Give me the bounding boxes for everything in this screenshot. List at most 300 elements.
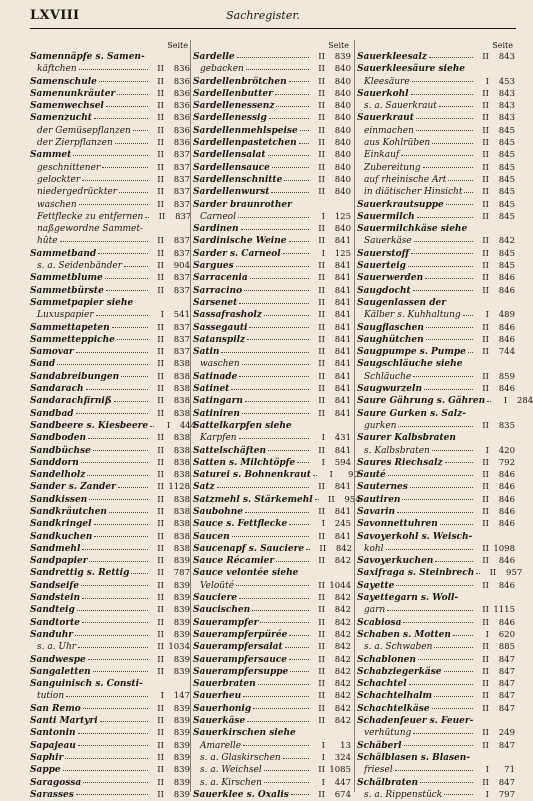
index-entry: [30, 629, 190, 641]
entry-term: Schachtel: [357, 679, 407, 690]
entry-volume: II: [157, 150, 164, 161]
entry-page: 846: [498, 506, 515, 517]
entry-volume: I: [485, 789, 489, 800]
index-entry: [30, 678, 190, 690]
leader-dots: [439, 106, 473, 107]
entry-page: 842: [334, 629, 351, 640]
index-entry: [30, 272, 190, 284]
index-entry: [357, 777, 515, 789]
entry-volume: II: [318, 359, 325, 370]
entry-volume: II: [318, 716, 325, 727]
index-entry: [193, 408, 351, 420]
entry-volume: I: [485, 76, 489, 87]
index-entry: [357, 346, 515, 358]
entry-volume: II: [157, 593, 164, 604]
entry-page: 839: [173, 580, 190, 591]
entry-term: Veloüté: [200, 580, 235, 591]
index-entry: [30, 346, 190, 358]
entry-term: Saugenlassen der: [357, 297, 446, 308]
entry-term: Saxifraga s. Steinbrech: [357, 568, 475, 579]
entry-volume: II: [157, 396, 164, 407]
entry-page: 489: [498, 310, 515, 321]
page-title: Sachregister.: [226, 9, 300, 22]
index-entry: [357, 371, 515, 383]
entry-term: Schabziegerkäse: [357, 666, 442, 677]
entry-volume: II: [482, 113, 489, 124]
index-entry: [193, 555, 351, 567]
index-entry: [193, 112, 351, 124]
index-entry: [30, 457, 190, 469]
leader-dots: [306, 549, 310, 550]
entry-term: Sarsenet: [193, 297, 238, 308]
entry-page: 842: [334, 556, 351, 567]
entry-term: Schäberl: [357, 740, 402, 751]
index-entry: [357, 617, 515, 629]
entry-volume: II: [318, 52, 325, 62]
index-entry: [193, 740, 351, 752]
leader-dots: [94, 536, 148, 537]
index-entry: [193, 469, 359, 481]
leader-dots: [397, 512, 473, 513]
entry-volume: II: [318, 691, 325, 702]
leader-dots: [264, 315, 309, 316]
entry-volume: II: [157, 359, 164, 370]
index-entry: [30, 334, 190, 346]
index-entry: [193, 506, 351, 518]
entry-term: Sattelkarpfen siehe: [193, 420, 292, 431]
entry-volume: II: [157, 187, 164, 198]
entry-volume: I: [321, 211, 325, 222]
entry-term: Sardellensauce: [193, 162, 270, 173]
entry-term: s. a. Schwaben: [364, 642, 433, 653]
entry-page: 842: [334, 617, 351, 628]
entry-term: Sandelholz: [30, 470, 86, 481]
entry-volume: II: [157, 506, 164, 517]
index-entry: [30, 260, 190, 272]
entry-page: 842: [498, 236, 515, 247]
leader-dots: [403, 622, 473, 623]
index-entry: [357, 445, 515, 457]
entry-page: 840: [334, 224, 351, 235]
entry-term: Saugflaschen: [357, 322, 424, 333]
entry-page: 837: [173, 150, 190, 161]
leader-dots: [299, 143, 309, 144]
entry-page: 839: [173, 728, 190, 739]
leader-dots: [420, 782, 473, 783]
entry-page: 1085: [329, 765, 351, 776]
index-entry: [357, 149, 515, 161]
index-entry: [30, 445, 190, 457]
entry-page: 839: [173, 789, 190, 800]
entry-term: gurken: [364, 420, 397, 431]
index-entry: [357, 580, 515, 592]
entry-volume: II: [157, 445, 164, 456]
entry-page: 841: [334, 285, 351, 296]
entry-page: 284: [516, 396, 533, 407]
entry-page: 837: [173, 199, 190, 210]
entry-volume: II: [157, 334, 164, 345]
leader-dots: [88, 659, 148, 660]
entry-term: Scabiosa: [357, 617, 402, 628]
entry-page: 125: [334, 248, 351, 259]
index-column-1: [30, 40, 197, 800]
entry-volume: II: [157, 728, 164, 739]
entry-page: 837: [173, 322, 190, 333]
entry-volume: II: [318, 187, 325, 198]
leader-dots: [86, 389, 148, 390]
index-entry: [30, 408, 190, 420]
index-entry: [357, 272, 515, 284]
index-entry: [357, 469, 515, 481]
entry-term: Savoyerkohl s. Weisch-: [357, 531, 473, 542]
index-entry: [30, 162, 190, 174]
entry-term: Sauerkleesäure siehe: [357, 64, 465, 75]
leader-dots: [93, 671, 148, 672]
entry-term: Saragossa: [30, 777, 82, 788]
entry-volume: II: [157, 654, 164, 665]
entry-page: 837: [173, 187, 190, 198]
entry-volume: II: [157, 703, 164, 714]
leader-dots: [119, 192, 148, 193]
entry-term: Sarasses: [30, 789, 74, 800]
entry-volume: II: [318, 679, 325, 690]
entry-term: Saure Gurken s. Salz-: [357, 408, 467, 419]
entry-page: 845: [498, 187, 515, 198]
entry-term: der Zierpflanzen: [37, 138, 113, 149]
entry-term: Sandabreibungen: [30, 371, 120, 382]
entry-page: 1044: [329, 580, 351, 591]
entry-volume: II: [482, 384, 489, 395]
entry-volume: II: [157, 371, 164, 382]
leader-dots: [410, 487, 473, 488]
entry-term: Sauerampferpürée: [193, 629, 288, 640]
leader-dots: [268, 450, 309, 451]
index-entry: [193, 641, 351, 653]
entry-volume: II: [157, 642, 164, 653]
index-entry: [193, 174, 351, 186]
entry-term: Sauerkleesalz: [357, 52, 427, 62]
leader-dots: [78, 647, 148, 648]
leader-dots: [106, 290, 148, 291]
index-entry: [357, 383, 515, 395]
entry-volume: I: [321, 457, 325, 468]
entry-page: 843: [498, 113, 515, 124]
index-entry: [30, 174, 190, 186]
entry-term: Sandbeere s. Kiesbeere: [30, 420, 149, 431]
index-entry: [357, 248, 515, 260]
index-entry: [357, 223, 515, 235]
entry-term: Sandbad: [30, 408, 74, 419]
entry-volume: II: [318, 593, 325, 604]
entry-page: 838: [173, 457, 190, 468]
entry-volume: II: [319, 543, 327, 554]
index-entry: [193, 137, 351, 149]
entry-term: Saucen: [193, 531, 230, 542]
entry-volume: II: [157, 568, 164, 579]
entry-volume: II: [482, 654, 489, 665]
entry-page: 841: [334, 371, 351, 382]
leader-dots: [81, 585, 148, 586]
leader-dots: [426, 327, 473, 328]
index-entry: [193, 322, 351, 334]
entry-term: Sanguinisch s. Consti-: [30, 679, 143, 690]
entry-term: hüte: [37, 236, 58, 247]
entry-page: 846: [498, 494, 515, 505]
entry-term: Sayette: [357, 580, 395, 591]
entry-term: Luxuspapier: [37, 310, 94, 321]
leader-dots: [429, 57, 473, 58]
entry-term: Sammetbürste: [30, 285, 104, 296]
leader-dots: [243, 745, 309, 746]
entry-page: 1034: [168, 642, 190, 653]
entry-volume: II: [318, 224, 325, 235]
entry-page: 13: [340, 740, 351, 751]
entry-term: Samenzucht: [30, 113, 92, 124]
entry-volume: II: [318, 556, 325, 567]
entry-page: 842: [334, 703, 351, 714]
entry-volume: II: [482, 740, 489, 751]
entry-page: 840: [334, 76, 351, 87]
index-column-3: [354, 40, 533, 800]
entry-volume: II: [157, 519, 164, 530]
entry-volume: II: [482, 248, 489, 259]
leader-dots: [100, 721, 148, 722]
leader-dots: [432, 143, 473, 144]
entry-volume: II: [482, 125, 489, 136]
entry-volume: II: [157, 789, 164, 800]
entry-volume: II: [157, 76, 164, 87]
entry-term: Karpfen: [200, 433, 237, 444]
entry-volume: II: [318, 310, 325, 321]
entry-term: Sandseife: [30, 580, 79, 591]
entry-volume: II: [318, 101, 325, 112]
leader-dots: [60, 241, 148, 242]
entry-volume: I: [503, 396, 508, 407]
entry-page: 620: [498, 629, 515, 640]
entry-volume: II: [482, 199, 489, 210]
entry-term: Sammetblume: [30, 273, 103, 284]
entry-term: Satin: [193, 347, 220, 358]
entry-volume: II: [482, 679, 489, 690]
entry-term: in diätischer Hinsicht: [364, 187, 463, 198]
entry-page: 847: [498, 691, 515, 702]
index-entry: [357, 690, 515, 702]
entry-page: 839: [173, 617, 190, 628]
index-entry: [30, 604, 190, 616]
index-entry: [193, 371, 351, 383]
index-entry: [357, 137, 515, 149]
entry-term: Sarracenia: [193, 273, 248, 284]
leader-dots: [99, 81, 148, 82]
entry-page: 841: [334, 261, 351, 272]
entry-volume: II: [482, 519, 489, 530]
leader-dots: [413, 290, 473, 291]
entry-volume: II: [157, 605, 164, 616]
entry-volume: II: [157, 740, 164, 751]
entry-term: Saure Gährung s. Gähren: [357, 396, 486, 407]
entry-term: Fettflecke zu entfernen: [37, 211, 144, 222]
leader-dots: [402, 499, 473, 500]
entry-volume: II: [482, 261, 489, 272]
entry-volume: II: [482, 666, 489, 677]
entry-page: 837: [173, 334, 190, 345]
entry-page: 837: [173, 174, 190, 185]
entry-term: Sand: [30, 359, 56, 370]
entry-term: Sammetband: [30, 248, 97, 259]
entry-term: Schachtelkäse: [357, 703, 430, 714]
entry-page: 842: [334, 593, 351, 604]
leader-dots: [78, 745, 148, 746]
entry-term: Sauerbraten: [193, 679, 256, 690]
leader-dots: [89, 499, 148, 500]
entry-term: Sanduhr: [30, 629, 73, 640]
index-entry: [30, 199, 190, 211]
index-entry: [357, 260, 515, 272]
entry-volume: II: [482, 457, 489, 468]
index-entry: [193, 297, 351, 309]
entry-term: Zubereitung: [364, 162, 421, 173]
index-entry: [193, 285, 351, 297]
entry-page: 71: [504, 765, 515, 776]
entry-volume: I: [321, 752, 325, 763]
entry-page: 885: [498, 642, 515, 653]
entry-page: 838: [173, 519, 190, 530]
index-entry: [357, 76, 515, 88]
index-entry: [357, 162, 515, 174]
leader-dots: [440, 524, 473, 525]
index-entry: [357, 629, 515, 641]
leader-dots: [435, 561, 473, 562]
leader-dots: [231, 389, 309, 390]
index-entry: [30, 149, 190, 161]
entry-term: Sauerkirschen siehe: [193, 728, 296, 739]
entry-volume: II: [157, 408, 164, 419]
index-entry: [193, 654, 351, 666]
entry-volume: II: [157, 580, 164, 591]
leader-dots: [63, 770, 148, 771]
entry-term: Sandpapier: [30, 556, 88, 567]
entry-term: Saures Riechsalz: [357, 457, 443, 468]
index-entry: [357, 641, 515, 653]
index-entry: [193, 211, 351, 223]
entry-page: 846: [498, 470, 515, 481]
entry-term: Sauerstoff: [357, 248, 410, 259]
entry-volume: II: [157, 347, 164, 358]
entry-page: 847: [498, 679, 515, 690]
entry-volume: I: [321, 248, 325, 259]
entry-volume: II: [318, 113, 325, 124]
leader-dots: [290, 671, 309, 672]
entry-term: s. Kalbsbraten: [364, 445, 430, 456]
leader-dots: [77, 610, 148, 611]
entry-page: 837: [173, 162, 190, 173]
entry-term: Samenschule: [30, 76, 97, 87]
leader-dots: [76, 413, 148, 414]
entry-term: Savarin: [357, 506, 396, 517]
entry-term: Sandwespe: [30, 654, 86, 665]
index-entry: [30, 112, 190, 124]
entry-volume: I: [160, 691, 164, 702]
entry-volume: II: [482, 285, 489, 296]
entry-volume: II: [157, 64, 164, 75]
entry-page: 840: [334, 162, 351, 173]
index-entry: [193, 248, 351, 260]
entry-term: geschnittener: [37, 162, 101, 173]
entry-volume: II: [327, 494, 335, 505]
index-entry: [357, 334, 515, 346]
leader-dots: [239, 598, 309, 599]
entry-term: Sangaletten: [30, 666, 91, 677]
index-entry: [30, 617, 190, 629]
entry-term: tution: [37, 691, 65, 702]
entry-volume: II: [482, 642, 489, 653]
index-entry: [30, 764, 190, 776]
entry-page: 835: [498, 420, 515, 431]
page-number: LXVIII: [30, 8, 80, 23]
entry-volume: II: [157, 457, 164, 468]
leader-dots: [434, 647, 473, 648]
entry-page: 838: [173, 433, 190, 444]
leader-dots: [131, 573, 148, 574]
entry-term: s. a. Rippenstück: [364, 789, 443, 800]
page-header: [0, 0, 526, 40]
entry-volume: II: [157, 666, 164, 677]
leader-dots: [76, 352, 148, 353]
entry-term: Santonin: [30, 728, 76, 739]
index-entry: [193, 531, 351, 543]
index-entry: [193, 727, 351, 739]
entry-term: Sardellenwurst: [193, 187, 270, 198]
entry-volume: II: [482, 470, 489, 481]
index-entry: [357, 112, 515, 124]
leader-dots: [284, 180, 309, 181]
entry-volume: II: [157, 556, 164, 567]
entry-volume: II: [482, 556, 489, 567]
entry-page: 839: [173, 752, 190, 763]
entry-term: Sayettegarn s. Woll-: [357, 593, 459, 604]
entry-page: 420: [498, 445, 515, 456]
leader-dots: [82, 622, 148, 623]
entry-term: Schachtelhalm: [357, 691, 432, 702]
index-entry: [30, 211, 190, 223]
entry-page: 839: [173, 605, 190, 616]
entry-volume: II: [157, 482, 164, 493]
index-entry: [357, 727, 515, 739]
entry-term: Sauerkohl: [357, 88, 409, 99]
leader-dots: [413, 733, 473, 734]
index-entry: [30, 371, 190, 383]
entry-term: Sardellenbrötchen: [193, 76, 287, 87]
index-entry: [193, 420, 351, 432]
entry-volume: I: [321, 740, 325, 751]
entry-volume: I: [329, 470, 333, 481]
index-entry: [30, 592, 190, 604]
leader-dots: [396, 585, 473, 586]
entry-page: 838: [173, 470, 190, 481]
entry-volume: II: [482, 506, 489, 517]
index-entry: [30, 76, 190, 88]
index-entry: [30, 137, 190, 149]
index-entry: [357, 285, 515, 297]
entry-page: 840: [334, 113, 351, 124]
entry-volume: II: [157, 88, 164, 99]
index-entry: [357, 666, 515, 678]
entry-page: 845: [498, 138, 515, 149]
entry-term: Schälblasen s. Blasen-: [357, 752, 471, 763]
entry-page: 841: [334, 506, 351, 517]
entry-volume: II: [482, 273, 489, 284]
index-entry: [30, 309, 190, 321]
